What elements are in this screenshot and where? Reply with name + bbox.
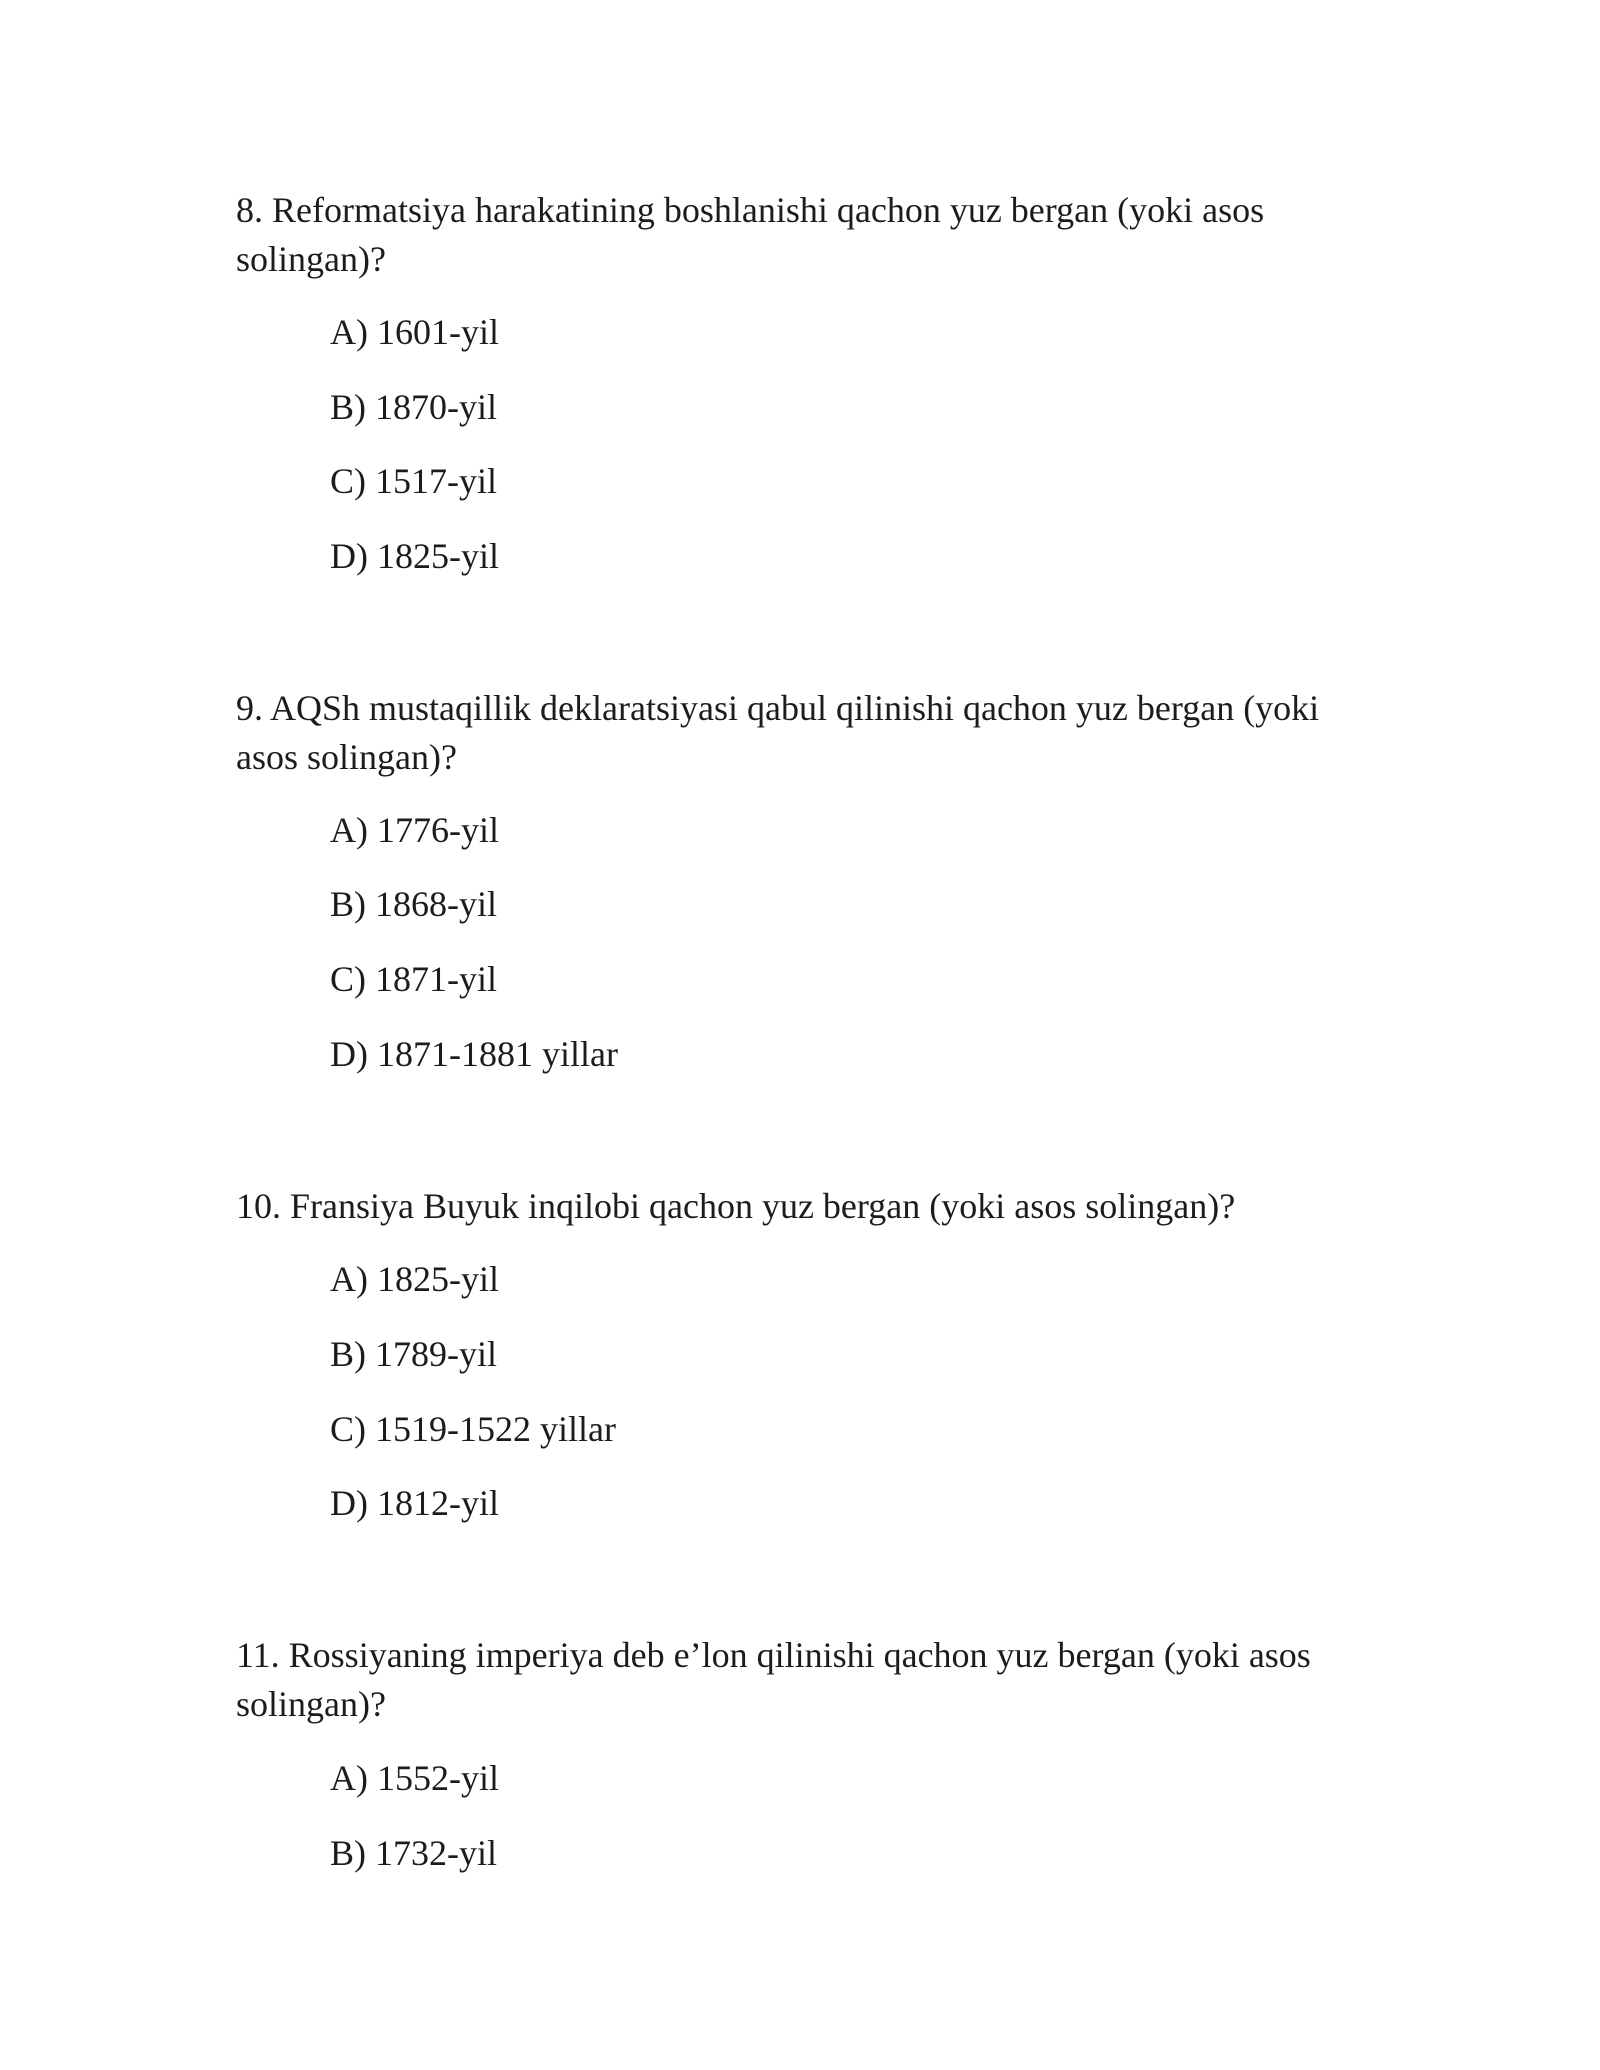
question-text: 8. Reformatsiya harakatining boshlanishi qachon yuz bergan (yoki asos solingan)? (236, 190, 1265, 279)
option-b: B) 1732-yil (330, 1833, 497, 1873)
option-b: B) 1789-yil (330, 1334, 497, 1374)
option-c: C) 1517-yil (330, 461, 497, 501)
option-a: A) 1776-yil (330, 810, 499, 850)
option-c: C) 1871-yil (330, 959, 497, 999)
option-d: D) 1812-yil (330, 1483, 499, 1523)
option-a: A) 1601-yil (330, 312, 499, 352)
question-text: 9. AQSh mustaqillik deklaratsiyasi qabul qilinishi qachon yuz bergan (yoki asos solingan)? (236, 688, 1320, 777)
option-d: D) 1871-1881 yillar (330, 1034, 618, 1074)
option-a: A) 1825-yil (330, 1259, 499, 1299)
option-b: B) 1868-yil (330, 884, 497, 924)
option-a: A) 1552-yil (330, 1758, 499, 1798)
option-d: D) 1825-yil (330, 536, 499, 576)
option-c: C) 1519-1522 yillar (330, 1409, 616, 1449)
option-b: B) 1870-yil (330, 387, 497, 427)
question-text: 11. Rossiyaning imperiya deb e’lon qilinishi qachon yuz bergan (yoki asos solingan)? (236, 1635, 1311, 1724)
question-text: 10. Fransiya Buyuk inqilobi qachon yuz bergan (yoki asos solingan)? (236, 1186, 1236, 1226)
